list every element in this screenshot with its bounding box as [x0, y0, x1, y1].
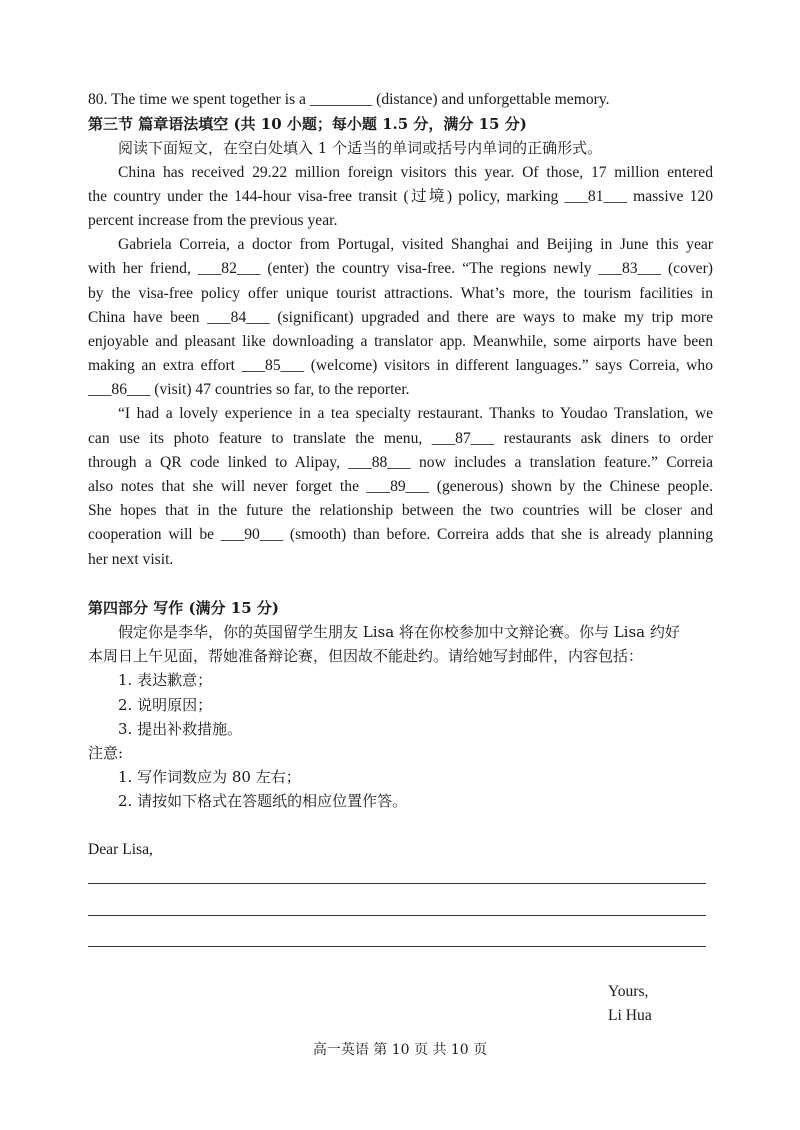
page-footer: 高一英语 第 10 页 共 10 页: [312, 1042, 488, 1058]
passage-line: enjoyable and pleasant like downloading a translator app. Meanwhile, some airports have been: [88, 333, 713, 350]
question-80: 80. The time we spent together is a ________ (distance) and unforgettable memory.: [88, 91, 610, 108]
passage-line: percent increase from the previous year.: [88, 212, 338, 229]
passage-line: Gabriela Correia, a doctor from Portugal, visited Shanghai and Beijing in June this year: [118, 236, 713, 253]
answer-line: [88, 915, 706, 916]
section3-instruction: 阅读下面短文，在空白处填入 1 个适当的单词或括号内单词的正确形式。: [118, 139, 603, 157]
passage-line: by the visa-free policy offer unique tourist attractions. What’s more, the tourism facilities in: [88, 285, 713, 302]
content-point: 2. 说明原因；: [118, 696, 213, 714]
passage-line: with her friend, ___82___ (enter) the country visa-free. “The regions newly ___83___ (cover): [88, 260, 713, 277]
passage-line: China have been ___84___ (significant) upgraded and there are ways to make my trip more: [88, 309, 713, 326]
content-point: 3. 提出补救措施。: [118, 720, 243, 738]
notice-item: 2. 请按如下格式在答题纸的相应位置作答。: [118, 792, 408, 810]
letter-greeting: Dear Lisa,: [88, 841, 153, 858]
writing-prompt: 假定你是李华，你的英国留学生朋友 Lisa 将在你校参加中文辩论赛。你与 Lisa 约好: [118, 623, 680, 641]
content-point: 1. 表达歉意；: [118, 671, 213, 689]
writing-prompt: 本周日上午见面，帮她准备辩论赛，但因故不能赴约。请给她写封邮件，内容包括：: [88, 647, 644, 665]
passage-line: China has received 29.22 million foreign visitors this year. Of those, 17 million entered: [118, 164, 713, 181]
passage-line: the country under the 144-hour visa-free transit (过境) policy, marking ___81___ massive 120: [88, 188, 713, 205]
notice-item: 1. 写作词数应为 80 左右；: [118, 768, 301, 786]
passage-line: also notes that she will never forget the ___89___ (generous) shown by the Chinese people.: [88, 478, 713, 495]
letter-closing: Yours,: [608, 983, 649, 1000]
passage-line: making an extra effort ___85___ (welcome) visitors in different languages.” says Correia, who: [88, 357, 713, 374]
letter-signature: Li Hua: [608, 1007, 652, 1024]
passage-line: “I had a lovely experience in a tea specialty restaurant. Thanks to Youdao Translation, we: [118, 405, 713, 422]
passage-line: cooperation will be ___90___ (smooth) than before. Correira adds that she is already planning: [88, 526, 713, 543]
notice-label: 注意:: [88, 744, 124, 762]
passage-line: her next visit.: [88, 551, 174, 568]
answer-line: [88, 946, 706, 947]
section3-heading: 第三节 篇章语法填空 (共 10 小题；每小题 1.5 分，满分 15 分): [88, 115, 527, 133]
passage-line: She hopes that in the future the relationship between the two countries will be closer and: [88, 502, 713, 519]
passage-line: ___86___ (visit) 47 countries so far, to the reporter.: [88, 381, 410, 398]
part4-heading: 第四部分 写作 (满分 15 分): [88, 599, 279, 617]
passage-line: through a QR code linked to Alipay, ___88___ now includes a translation feature.” Correia: [88, 454, 713, 471]
answer-line: [88, 883, 706, 884]
passage-line: can use its photo feature to translate the menu, ___87___ restaurants ask diners to order: [88, 430, 713, 447]
